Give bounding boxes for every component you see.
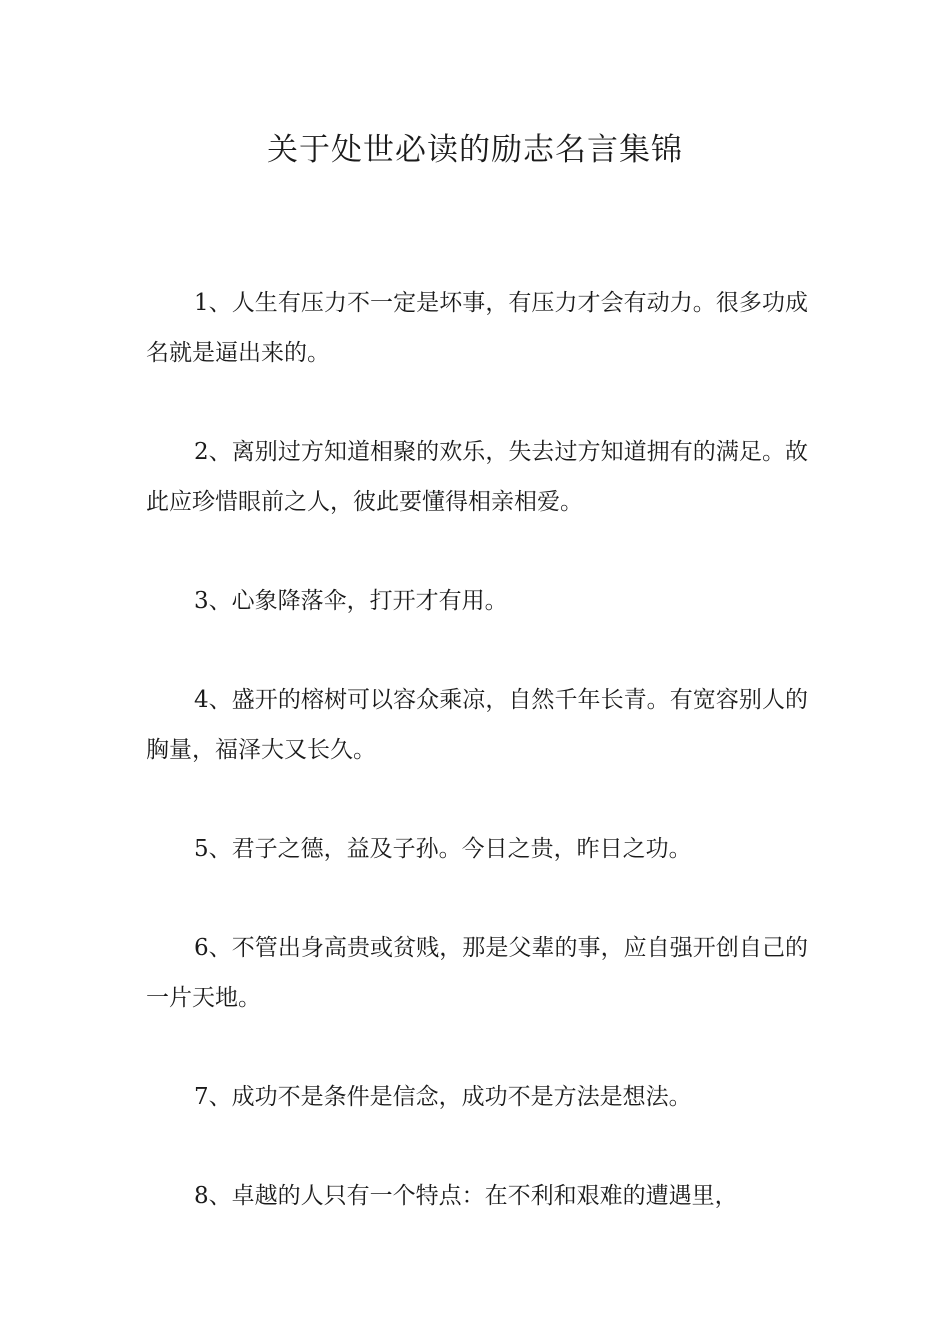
page-title: 关于处世必读的励志名言集锦: [267, 132, 683, 168]
quote-list: [146, 278, 808, 1270]
quote-paragraph-2: 2、离别过方知道相聚的欢乐，失去过方知道拥有的满足。故此应珍惜眼前之人，彼此要懂得相亲相爱。: [146, 439, 808, 515]
quote-paragraph-1: 1、人生有压力不一定是坏事，有压力才会有动力。很多功成名就是逼出来的。: [146, 290, 808, 366]
quote-paragraph-5: 5、君子之德，益及子孙。今日之贵，昨日之功。: [194, 836, 692, 862]
quote-paragraph-7: 7、成功不是条件是信念，成功不是方法是想法。: [194, 1084, 692, 1110]
quote-paragraph-3: 3、心象降落伞，打开才有用。: [194, 588, 508, 614]
quote-paragraph-4: 4、盛开的榕树可以容众乘凉，自然千年长青。有宽容别人的胸量，福泽大又长久。: [146, 687, 808, 763]
quote-paragraph-8: 8、卓越的人只有一个特点：在不利和艰难的遭遇里，: [194, 1183, 738, 1209]
quote-paragraph-6: 6、不管出身高贵或贫贱，那是父辈的事，应自强开创自己的一片天地。: [146, 935, 808, 1011]
